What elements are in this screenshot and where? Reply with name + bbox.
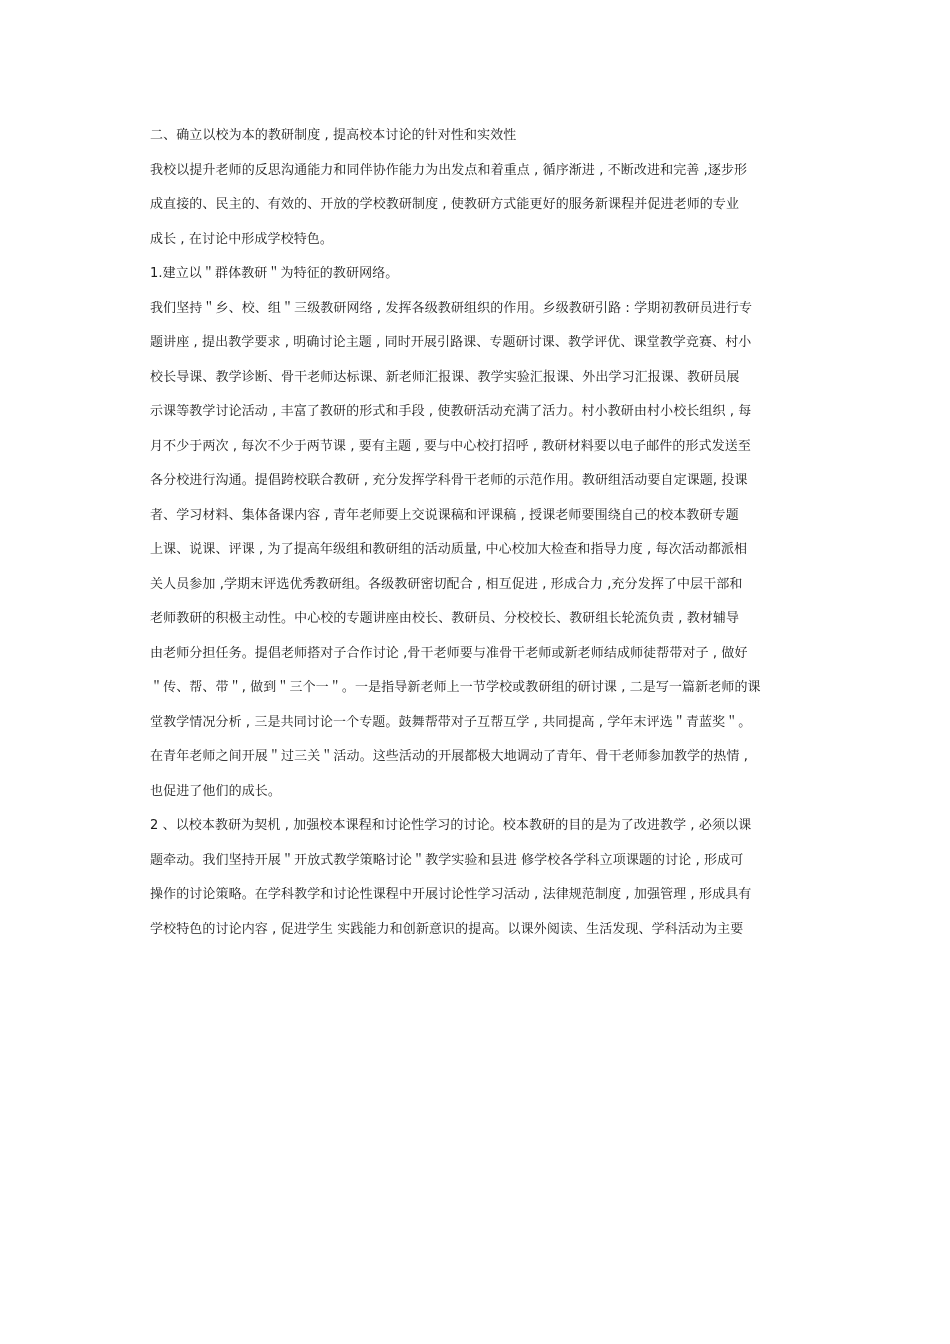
paragraph-line: 月不少于两次 , 每次不少于两节课 , 要有主题 , 要与中心校打招呼 , 教研材料要以电子邮件的形式发送至 [150,438,751,454]
paragraph-line: 由老师分担任务。提倡老师搭对子合作讨论 ,骨干老师要与准骨干老师或新老师结成师徒帮带对子 , 做好 [150,645,748,661]
paragraph-line: 老师教研的积极主动性。中心校的专题讲座由校长、教研员、分校校长、教研组长轮流负责 , 教材辅导 [150,611,740,626]
paragraph-line: 关人员参加 ,学期末评选优秀教研组。各级教研密切配合 , 相互促进 , 形成合力 ,充分发挥了中层干部和 [150,576,743,592]
paragraph-line: 在青年老师之间开展＂过三关＂活动。这些活动的开展都极大地调动了青年、骨干老师参加教学的热情 , [150,749,748,764]
paragraph-line: 校长导课、教学诊断、骨干老师达标课、新老师汇报课、教学实验汇报课、外出学习汇报课、教研员展 [150,369,740,385]
paragraph-line: 成长 , 在讨论中形成学校特色。 [150,231,333,247]
paragraph-line: 题牵动。我们坚持开展＂开放式教学策略讨论＂教学实验和县进 修学校各学科立项课题的讨论 , 形成可 [150,852,744,868]
section-heading: 二、确立以校为本的教研制度 , 提高校本讨论的针对性和实效性 [150,128,517,143]
paragraph-line: 上课、说课、评课 , 为了提高年级组和教研组的活动质量, 中心校加大检查和指导力度 , 每次活动都派相 [150,542,748,557]
paragraph-line: 题讲座 , 提出教学要求 , 明确讨论主题 , 同时开展引路课、专题研讨课、教学评优、课堂教学竞赛、村小 [150,335,752,350]
subsection-heading: 1.建立以＂群体教研＂为特征的教研网络。 [150,266,399,281]
paragraph-line: 者、学习材料、集体备课内容 , 青年老师要上交说课稿和评课稿 , 授课老师要围绕自己的校本教研专题 [150,507,739,523]
paragraph-line: 2 、以校本教研为契机 , 加强校本课程和讨论性学习的讨论。校本教研的目的是为了改进教学 , 必须以课 [150,818,752,833]
paragraph-line: 成直接的、民主的、有效的、开放的学校教研制度 , 使教研方式能更好的服务新课程并促进老师的专业 [150,197,740,212]
paragraph-line: 示课等教学讨论活动 , 丰富了教研的形式和手段 , 使教研活动充满了活力。村小教研由村小校长组织 , 每 [150,404,752,419]
paragraph-line: 也促进了他们的成长。 [150,783,282,799]
paragraph-line: 操作的讨论策略。在学科教学和讨论性课程中开展讨论性学习活动 , 法律规范制度 , 加强管理 , 形成具有 [150,887,752,902]
paragraph-line: 我校以提升老师的反思沟通能力和同伴协作能力为出发点和着重点 , 循序渐进 , 不断改进和完善 ,逐步形 [150,162,748,178]
paragraph-line: 学校特色的讨论内容 , 促进学生 实践能力和创新意识的提高。以课外阅读、生活发现、学科活动为主要 [150,921,744,937]
paragraph-line: 各分校进行沟通。提倡跨校联合教研 , 充分发挥学科骨干老师的示范作用。教研组活动要自定课题, 投课 [150,473,748,488]
paragraph-line: 我们坚持＂乡、校、组＂三级教研网络 , 发挥各级教研组织的作用。乡级教研引路 : 学期初教研员进行专 [150,300,753,316]
document-body [150,123,802,951]
paragraph-line: ＂传、帮、带＂, 做到＂三个一＂。一是指导新老师上一节学校或教研组的研讨课 , 二是写一篇新老师的课 [150,680,761,695]
paragraph-line: 堂教学情况分析 , 三是共同讨论一个专题。鼓舞帮带对子互帮互学 , 共同提高 , 学年末评选＂青蓝奖＂。 [150,714,752,730]
